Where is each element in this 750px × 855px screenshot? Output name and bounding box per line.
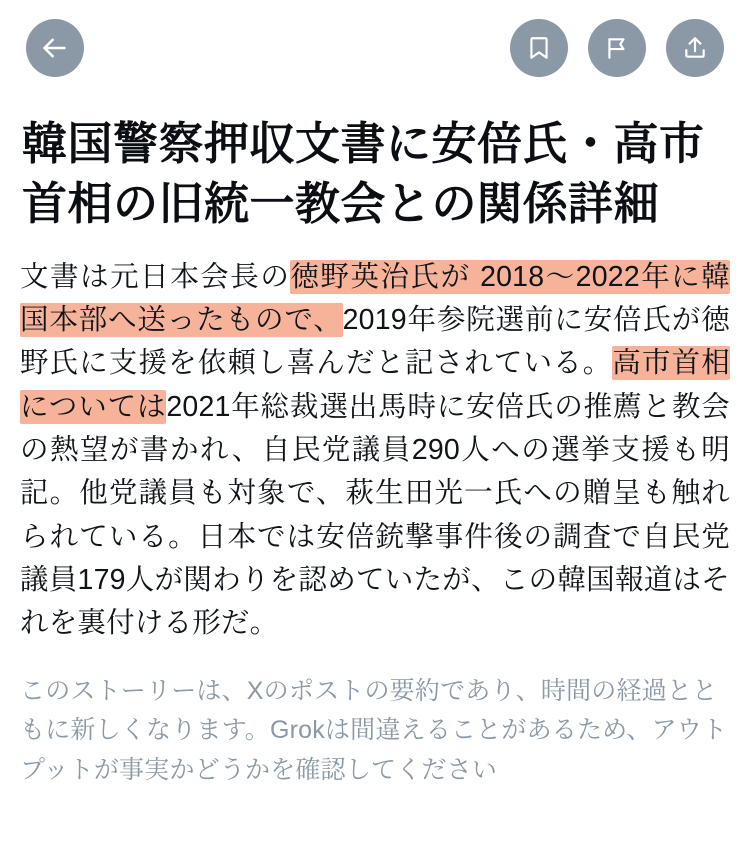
share-upload-icon: [682, 35, 708, 61]
share-button[interactable]: [666, 19, 724, 77]
flag-icon: [604, 35, 630, 61]
article-headline: 韓国警察押収文書に安倍氏・高市首相の旧統一教会との関係詳細: [22, 118, 705, 229]
body-text: 2019年参院選前に安倍氏が徳野氏に支援を依頼し喜んだと記されている。: [20, 304, 730, 380]
highlighted-text: 徳野英治氏が 2018〜2022年に韓国本部へ送ったもので、: [20, 260, 730, 336]
bookmark-icon: [526, 35, 552, 61]
report-button[interactable]: [588, 19, 646, 77]
body-text: 文書は元日本会長の: [20, 260, 291, 293]
arrow-left-icon: [41, 34, 69, 62]
top-toolbar-actions: [510, 19, 724, 77]
highlighted-text: 高市首相については: [20, 347, 730, 423]
top-toolbar: [0, 0, 750, 96]
article-body: [20, 256, 730, 646]
bookmark-button[interactable]: [510, 19, 568, 77]
body-text: 2021年総裁選出馬時に安倍氏の推薦と教会の熱望が書かれ、自民党議員290人への選挙支援も明記。他党議員も対象で、萩生田光一氏への贈呈も触れられている。日本では安倍銃撃事件後の調査で自民党議員179人が関わりを認めていたが、この韓国報道はそれを裏付ける形だ。: [20, 390, 731, 640]
article-disclaimer: このストーリーは、Xのポストの要約であり、時間の経過とともに新しくなります。Grokは間違えることがあるため、アウトプットが事実かどうかを確認してください: [20, 676, 728, 784]
back-button[interactable]: [26, 19, 84, 77]
